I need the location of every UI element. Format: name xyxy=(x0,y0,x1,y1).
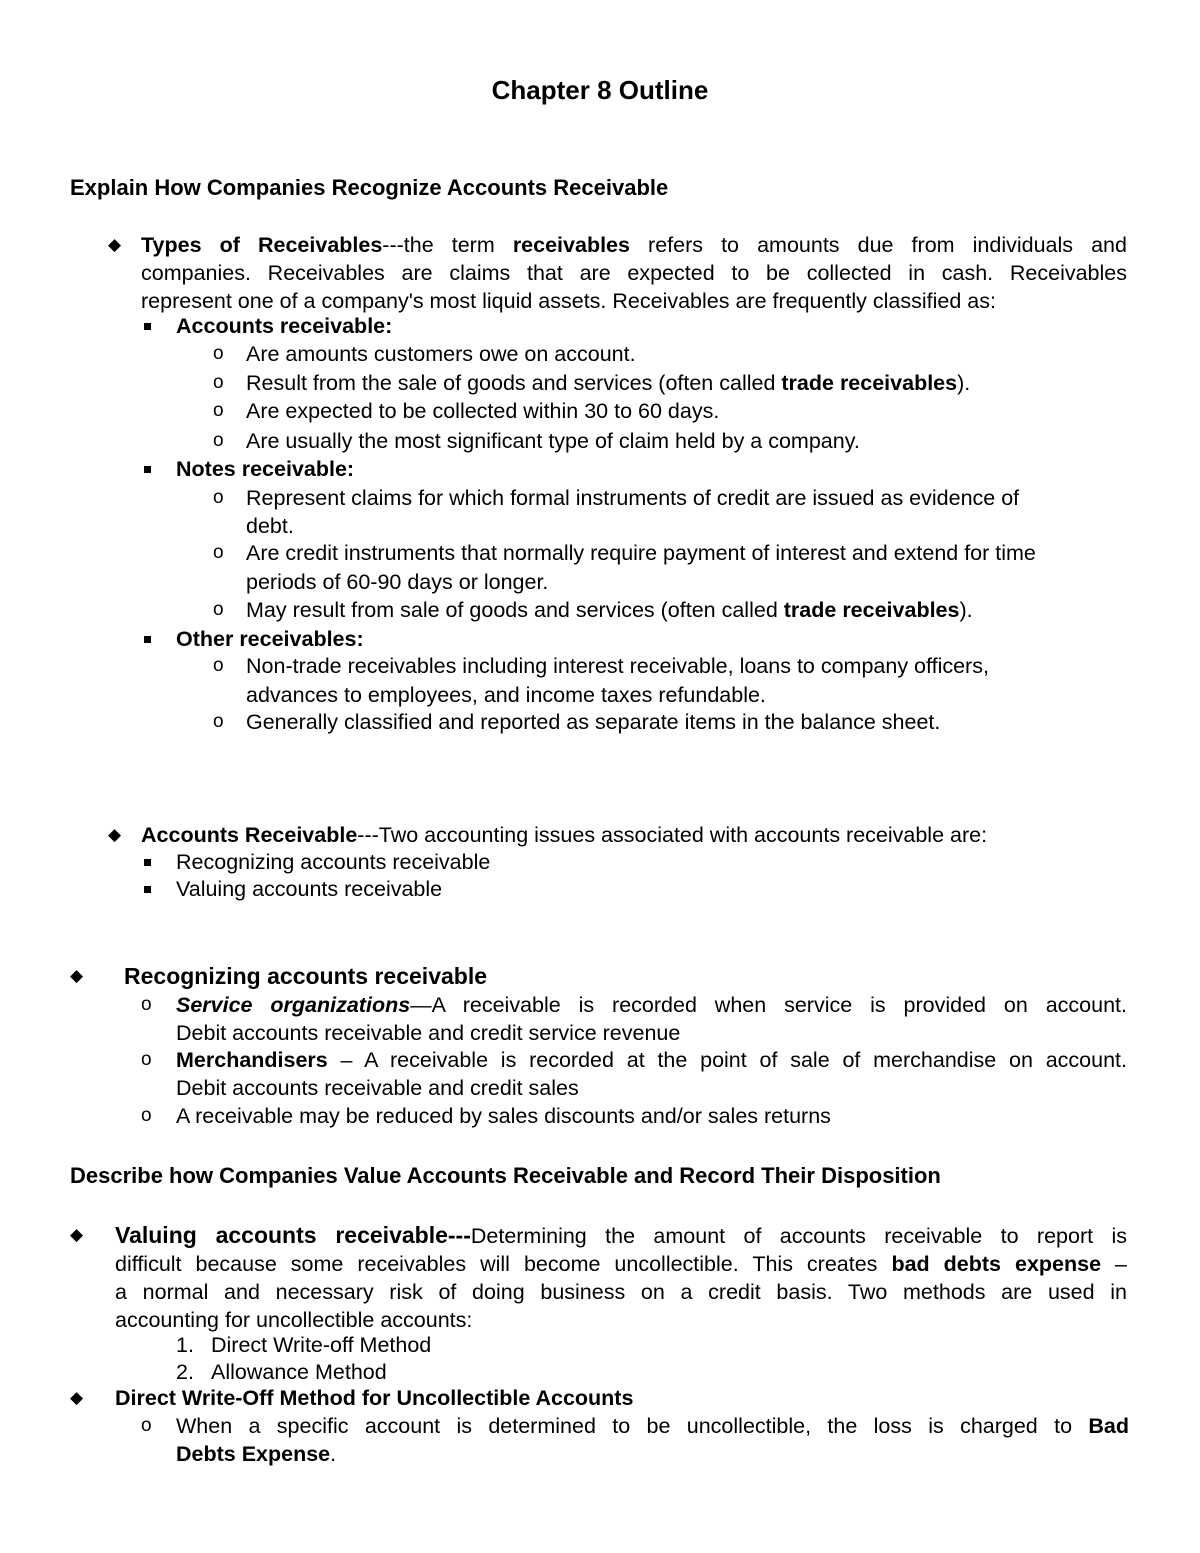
circle-bullet-icon: o xyxy=(213,542,224,563)
list-item xyxy=(246,596,973,624)
types-line-1 xyxy=(141,231,1127,259)
circle-bullet-icon: o xyxy=(213,343,224,364)
text-span: ). xyxy=(957,371,971,395)
circle-bullet-icon: o xyxy=(213,711,224,732)
method-number: 2. xyxy=(176,1360,194,1384)
list-item: Valuing accounts receivable xyxy=(176,877,443,901)
list-item: Are credit instruments that normally require payment of interest and extend for time xyxy=(246,541,1036,565)
types-label: Types of Receivables xyxy=(141,233,383,257)
service-line-1 xyxy=(176,991,1127,1019)
text-span: Result from the sale of goods and services (often called xyxy=(246,371,782,395)
diamond-bullet-icon: ◆ xyxy=(108,235,122,254)
list-item: Are amounts customers owe on account. xyxy=(246,342,636,366)
direct-write-off-heading: Direct Write-Off Method for Uncollectible Accounts xyxy=(115,1386,634,1410)
valuing-term: Valuing accounts receivable--- xyxy=(115,1222,471,1248)
square-bullet-icon xyxy=(141,455,153,483)
square-bullet-icon xyxy=(141,848,153,876)
types-paragraph xyxy=(141,231,1127,315)
other-receivables-label: Other receivables: xyxy=(176,627,364,651)
merchandisers-paragraph xyxy=(176,1046,1127,1102)
circle-bullet-icon: o xyxy=(213,400,224,421)
text-span: ---the term xyxy=(382,233,513,257)
circle-bullet-icon: o xyxy=(213,599,224,620)
service-organizations-paragraph xyxy=(176,991,1127,1047)
circle-bullet-icon: o xyxy=(213,372,224,393)
circle-bullet-icon: o xyxy=(213,430,224,451)
diamond-bullet-icon: ◆ xyxy=(70,1388,84,1407)
text-span: . xyxy=(330,1442,337,1466)
direct-line-1 xyxy=(176,1412,1129,1440)
service-organizations-term: Service organizations xyxy=(176,993,411,1017)
diamond-bullet-icon: ◆ xyxy=(70,1225,84,1244)
list-item: Represent claims for which formal instruments of credit are issued as evidence of xyxy=(246,486,1020,510)
valuing-paragraph xyxy=(115,1221,1127,1334)
accounts-receivable-term: Accounts Receivable xyxy=(141,823,358,847)
text-span: ). xyxy=(959,598,973,622)
types-line-3: represent one of a company's most liquid assets. Receivables are frequently classified as: xyxy=(141,289,996,313)
text-span: When a specific account is determined to be uncollectible, the loss is charged to xyxy=(176,1414,1089,1438)
circle-bullet-icon: o xyxy=(141,1049,152,1070)
text-span: – A receivable is recorded at the point of sale of merchandise on account. xyxy=(327,1048,1127,1072)
text-span: May result from sale of goods and services (often called xyxy=(246,598,784,622)
circle-bullet-icon: o xyxy=(141,1415,152,1436)
list-item-continuation: debt. xyxy=(246,514,294,538)
valuing-line-4: accounting for uncollectible accounts: xyxy=(115,1308,473,1332)
accounts-receivable-label: Accounts receivable: xyxy=(176,314,393,338)
valuing-line-1 xyxy=(115,1221,1127,1250)
section-heading-recognize: Explain How Companies Recognize Accounts Receivable xyxy=(70,175,669,200)
list-item: Non-trade receivables including interest receivable, loans to company officers, xyxy=(246,654,989,678)
list-item: Are expected to be collected within 30 to 60 days. xyxy=(246,399,720,423)
merch-line-2: Debit accounts receivable and credit sales xyxy=(176,1076,579,1100)
trade-receivables-term: trade receivables xyxy=(783,598,960,622)
circle-bullet-icon: o xyxy=(213,655,224,676)
square-bullet-icon xyxy=(141,312,153,340)
direct-line-2 xyxy=(176,1440,1129,1468)
receivables-term: receivables xyxy=(512,233,630,257)
square-bullet-icon xyxy=(141,625,153,653)
trade-receivables-term: trade receivables xyxy=(781,371,958,395)
list-item: Are usually the most significant type of claim held by a company. xyxy=(246,429,860,453)
circle-bullet-icon: o xyxy=(141,994,152,1015)
text-span: Determining the amount of accounts receivable to report is xyxy=(470,1224,1127,1248)
method-item: Direct Write-off Method xyxy=(211,1333,432,1357)
bad-debts-expense-term: bad debts expense xyxy=(891,1252,1102,1276)
types-line-2: companies. Receivables are claims that are expected to be collected in cash. Receivables xyxy=(141,261,1127,285)
accounts-receivable-paragraph xyxy=(141,821,987,849)
list-item: A receivable may be reduced by sales discounts and/or sales returns xyxy=(176,1104,831,1128)
text-span: – xyxy=(1101,1252,1127,1276)
circle-bullet-icon: o xyxy=(141,1105,152,1126)
method-number: 1. xyxy=(176,1333,194,1357)
diamond-bullet-icon: ◆ xyxy=(70,966,84,985)
list-item-continuation: advances to employees, and income taxes refundable. xyxy=(246,683,766,707)
text-span: —A receivable is recorded when service is provided on account. xyxy=(410,993,1127,1017)
valuing-line-2 xyxy=(115,1250,1127,1278)
recognizing-heading: Recognizing accounts receivable xyxy=(124,963,488,989)
text-span: difficult because some receivables will become uncollectible. This creates xyxy=(115,1252,892,1276)
direct-write-off-paragraph xyxy=(176,1412,1129,1468)
method-item: Allowance Method xyxy=(211,1360,387,1384)
valuing-line-3: a normal and necessary risk of doing business on a credit basis. Two methods are used in xyxy=(115,1280,1127,1304)
service-line-2: Debit accounts receivable and credit service revenue xyxy=(176,1021,681,1045)
merch-line-1 xyxy=(176,1046,1127,1074)
circle-bullet-icon: o xyxy=(213,487,224,508)
diamond-bullet-icon: ◆ xyxy=(108,825,122,844)
notes-receivable-label: Notes receivable: xyxy=(176,457,355,481)
section-heading-value: Describe how Companies Value Accounts Receivable and Record Their Disposition xyxy=(70,1163,941,1188)
square-bullet-icon xyxy=(141,875,153,903)
list-item: Generally classified and reported as separate items in the balance sheet. xyxy=(246,710,941,734)
text-span: refers to amounts due from individuals and xyxy=(629,233,1127,257)
list-item: Recognizing accounts receivable xyxy=(176,850,491,874)
page-title: Chapter 8 Outline xyxy=(491,75,709,105)
merchandisers-term: Merchandisers xyxy=(176,1048,328,1072)
list-item-continuation: periods of 60-90 days or longer. xyxy=(246,570,549,594)
list-item xyxy=(246,369,970,397)
text-span: ---Two accounting issues associated with accounts receivable are: xyxy=(357,823,988,847)
debts-expense-term: Debts Expense xyxy=(176,1442,331,1466)
bad-term: Bad xyxy=(1088,1414,1129,1438)
